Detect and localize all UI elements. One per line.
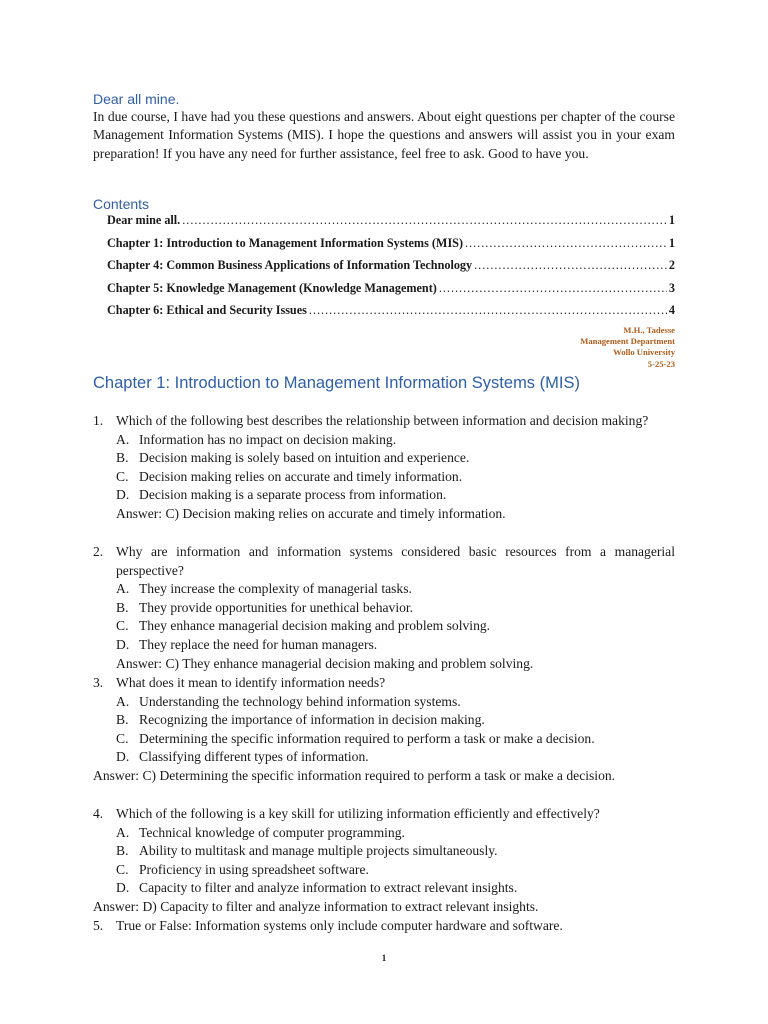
- answer-text: Answer: D) Capacity to filter and analyze information to extract relevant insights.: [93, 898, 539, 914]
- answer-option: [116, 486, 675, 505]
- question-text: What does it mean to identify information needs?: [116, 675, 386, 690]
- author-department: Management Department: [580, 336, 675, 347]
- option-text: Understanding the technology behind information systems.: [139, 693, 461, 709]
- option-letter: C.: [116, 861, 129, 877]
- question-number: 2.: [93, 544, 104, 559]
- option-text: They provide opportunities for unethical behavior.: [139, 599, 414, 615]
- answer-option: [116, 599, 675, 618]
- option-text: They increase the complexity of managerial tasks.: [139, 581, 412, 597]
- option-text: Decision making relies on accurate and timely information.: [139, 468, 463, 484]
- contents-heading: Contents: [93, 196, 150, 212]
- author-signature: [580, 325, 675, 370]
- option-text: Technical knowledge of computer programming.: [139, 824, 405, 840]
- toc-entry-page: 2: [668, 258, 675, 273]
- chapter-heading: Chapter 1: Introduction to Management Information Systems (MIS): [93, 374, 580, 392]
- toc-entry[interactable]: [107, 281, 675, 304]
- answer-option: [116, 693, 675, 712]
- option-letter: C.: [116, 618, 129, 634]
- question-text: True or False: Information systems only include computer hardware and software.: [116, 918, 563, 933]
- answer-option: [116, 748, 675, 767]
- option-letter: B.: [116, 599, 129, 615]
- answer-text: Answer: C) Determining the specific information required to perform a task or make a decision.: [93, 767, 616, 783]
- option-text: They enhance managerial decision making and problem solving.: [139, 618, 491, 634]
- option-letter: B.: [116, 712, 129, 728]
- toc-entry-title: Chapter 6: Ethical and Security Issues: [107, 303, 307, 318]
- option-text: Recognizing the importance of information in decision making.: [139, 712, 485, 728]
- author-date: 5-25-23: [647, 358, 675, 369]
- author-university: Wollo University: [613, 347, 675, 358]
- answer-option: [116, 711, 675, 730]
- page-number: 1: [381, 953, 387, 963]
- question: [93, 674, 675, 786]
- toc-entry-page: 4: [668, 303, 675, 318]
- answer-option: [116, 842, 675, 861]
- answer-option: [116, 449, 675, 468]
- toc-entry-page: 1: [668, 235, 675, 250]
- answer-option: [116, 879, 675, 898]
- toc-leader-dots: [439, 281, 667, 296]
- option-text: Decision making is solely based on intuition and experience.: [139, 450, 470, 466]
- answer-option: [116, 730, 675, 749]
- option-letter: A.: [116, 581, 130, 597]
- option-letter: C.: [116, 468, 129, 484]
- question-number: 5.: [93, 918, 104, 933]
- question: [93, 412, 675, 524]
- option-text: Ability to multitask and manage multiple projects simultaneously.: [139, 843, 498, 859]
- author-name: M.H., Tadesse: [623, 325, 675, 335]
- option-letter: D.: [116, 880, 130, 896]
- toc-leader-dots: [309, 303, 667, 318]
- toc-entry[interactable]: [107, 213, 675, 236]
- toc-entry[interactable]: [107, 303, 675, 326]
- greeting-heading: Dear all mine.: [93, 91, 180, 107]
- toc-entry-title: Dear mine all.: [107, 213, 181, 227]
- table-of-contents: [107, 213, 675, 326]
- question-number: 3.: [93, 675, 104, 690]
- option-letter: A.: [116, 431, 130, 447]
- option-letter: B.: [116, 843, 129, 859]
- option-letter: A.: [116, 824, 130, 840]
- question-number: 1.: [93, 413, 104, 428]
- question-text: Which of the following best describes the relationship between information and decision making?: [116, 413, 649, 428]
- option-letter: D.: [116, 636, 130, 652]
- option-letter: D.: [116, 487, 130, 503]
- option-letter: B.: [116, 450, 129, 466]
- option-text: Capacity to filter and analyze information to extract relevant insights.: [139, 880, 518, 896]
- option-text: They replace the need for human managers.: [139, 636, 378, 652]
- option-letter: D.: [116, 749, 130, 765]
- toc-leader-dots: [182, 213, 667, 228]
- option-text: Decision making is a separate process from information.: [139, 487, 447, 503]
- toc-entry[interactable]: [107, 258, 675, 281]
- answer-option: [116, 580, 675, 599]
- answer-option: [116, 861, 675, 880]
- answer-option: [116, 636, 675, 655]
- question: [93, 917, 675, 936]
- option-text: Determining the specific information required to perform a task or make a decision.: [139, 730, 595, 746]
- toc-leader-dots: [474, 258, 667, 273]
- option-letter: A.: [116, 693, 130, 709]
- answer-text: Answer: C) Decision making relies on accurate and timely information.: [116, 505, 506, 521]
- option-letter: C.: [116, 730, 129, 746]
- question-text: Why are information and information systems considered basic resources from a managerial perspective?: [116, 544, 675, 578]
- toc-entry-title: Chapter 1: Introduction to Management Information Systems (MIS): [107, 235, 464, 250]
- option-text: Information has no impact on decision making.: [139, 431, 397, 447]
- question-number: 4.: [93, 806, 104, 821]
- answer-option: [116, 617, 675, 636]
- toc-entry-page: 3: [668, 280, 675, 295]
- question: [93, 805, 675, 917]
- toc-entry-page: 1: [668, 213, 675, 227]
- answer-option: [116, 468, 675, 487]
- toc-entry-title: Chapter 4: Common Business Applications of Information Technology: [107, 258, 473, 273]
- answer-option: [116, 824, 675, 843]
- toc-leader-dots: [465, 236, 667, 251]
- question-text: Which of the following is a key skill for utilizing information efficiently and effectively?: [116, 806, 600, 821]
- answer-text: Answer: C) They enhance managerial decision making and problem solving.: [116, 655, 534, 671]
- option-text: Classifying different types of information.: [139, 749, 369, 765]
- question: [93, 543, 675, 673]
- answer-option: [116, 431, 675, 450]
- toc-entry-title: Chapter 5: Knowledge Management (Knowledge Management): [107, 280, 437, 295]
- intro-paragraph: In due course, I have had you these questions and answers. About eight questions per chapter of the course Management Information Systems (MIS). I hope the questions and answers will assist you in your exam preparation! If you have any need for further assistance, feel free to ask. Good to have you.: [93, 109, 675, 161]
- toc-entry[interactable]: [107, 236, 675, 259]
- option-text: Proficiency in using spreadsheet software.: [139, 861, 369, 877]
